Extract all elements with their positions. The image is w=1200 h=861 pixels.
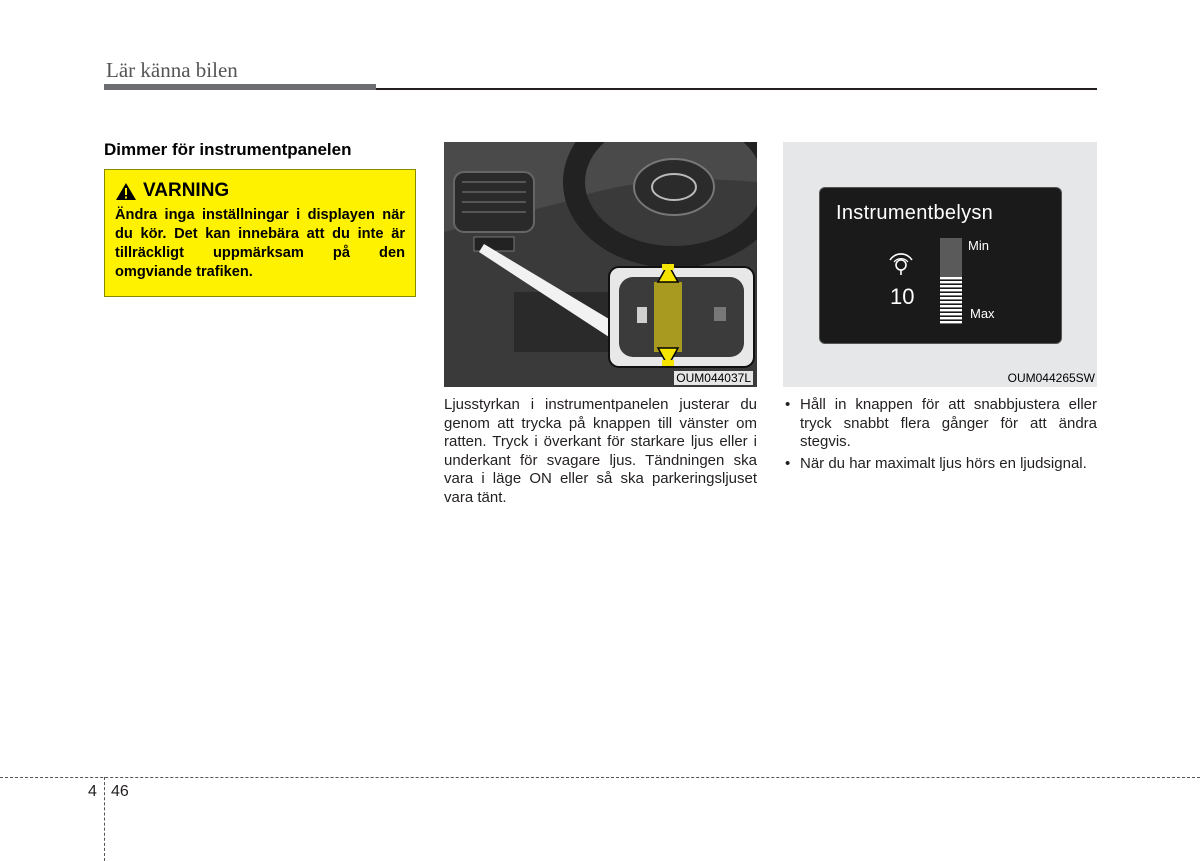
warning-header <box>115 180 405 202</box>
brightness-icon <box>886 248 916 278</box>
level-bar-segment <box>940 317 962 319</box>
brightness-value: 10 <box>890 284 915 309</box>
warning-text: Ändra inga inställningar i displayen när du kör. Det kan innebära att du inte är tillräckligt uppmärksam på den omgviande trafiken. <box>115 207 405 280</box>
header-rule-thick <box>104 84 376 90</box>
level-bar-unlit <box>940 238 962 277</box>
body-paragraph: Ljusstyrkan i instrumentpanelen justerar du genom att trycka på knappen till vänster om ratten. Tryck i överkant för starkare ljus eller i underkant för svagare ljus. Tändningen ska vara i läge ON eller så ska parkeringsljuset vara tänt. <box>444 396 757 506</box>
min-label: Min <box>968 238 989 253</box>
instrument-screen <box>819 187 1062 344</box>
header-rule-thin <box>376 88 1097 90</box>
level-bar-segment <box>940 289 962 291</box>
level-bar-segment <box>940 309 962 311</box>
level-bar-segment <box>940 297 962 299</box>
warning-box <box>104 169 416 297</box>
level-bar-segment <box>940 285 962 287</box>
level-bar-segment <box>940 313 962 315</box>
warning-triangle-icon <box>115 182 137 201</box>
level-bar-segment <box>940 305 962 307</box>
bullet-list <box>783 396 1097 476</box>
chapter-title: Lär känna bilen <box>106 58 238 82</box>
footer-vertical-divider <box>104 777 105 861</box>
level-bar-segment <box>940 277 962 279</box>
figure1-code: OUM044037L <box>676 371 751 385</box>
page-chapter-number: 4 <box>88 783 97 800</box>
section-heading: Dimmer för instrumentpanelen <box>104 140 352 159</box>
level-bar-segment <box>940 281 962 283</box>
page-number: 46 <box>111 783 129 800</box>
screen-title: Instrumentbelysn <box>836 202 994 224</box>
level-bar-segment <box>940 293 962 295</box>
dashboard-photo <box>444 142 757 387</box>
footer-divider <box>0 777 1200 778</box>
dashboard-illustration <box>444 142 757 387</box>
list-item: • Håll in knappen för att snabbjustera eller tryck snabbt flera gånger för att ändra stegvis. <box>783 396 1097 452</box>
level-bar-segment <box>940 301 962 303</box>
list-item: • När du har maximalt ljus hörs en ljudsignal. <box>783 455 1097 474</box>
warning-title: VARNING <box>143 180 230 201</box>
display-figure <box>783 142 1097 387</box>
figure2-code: OUM044265SW <box>1007 371 1095 385</box>
level-bar-segment <box>940 321 962 323</box>
brightness-level-bar <box>940 238 962 324</box>
max-label: Max <box>970 306 995 321</box>
